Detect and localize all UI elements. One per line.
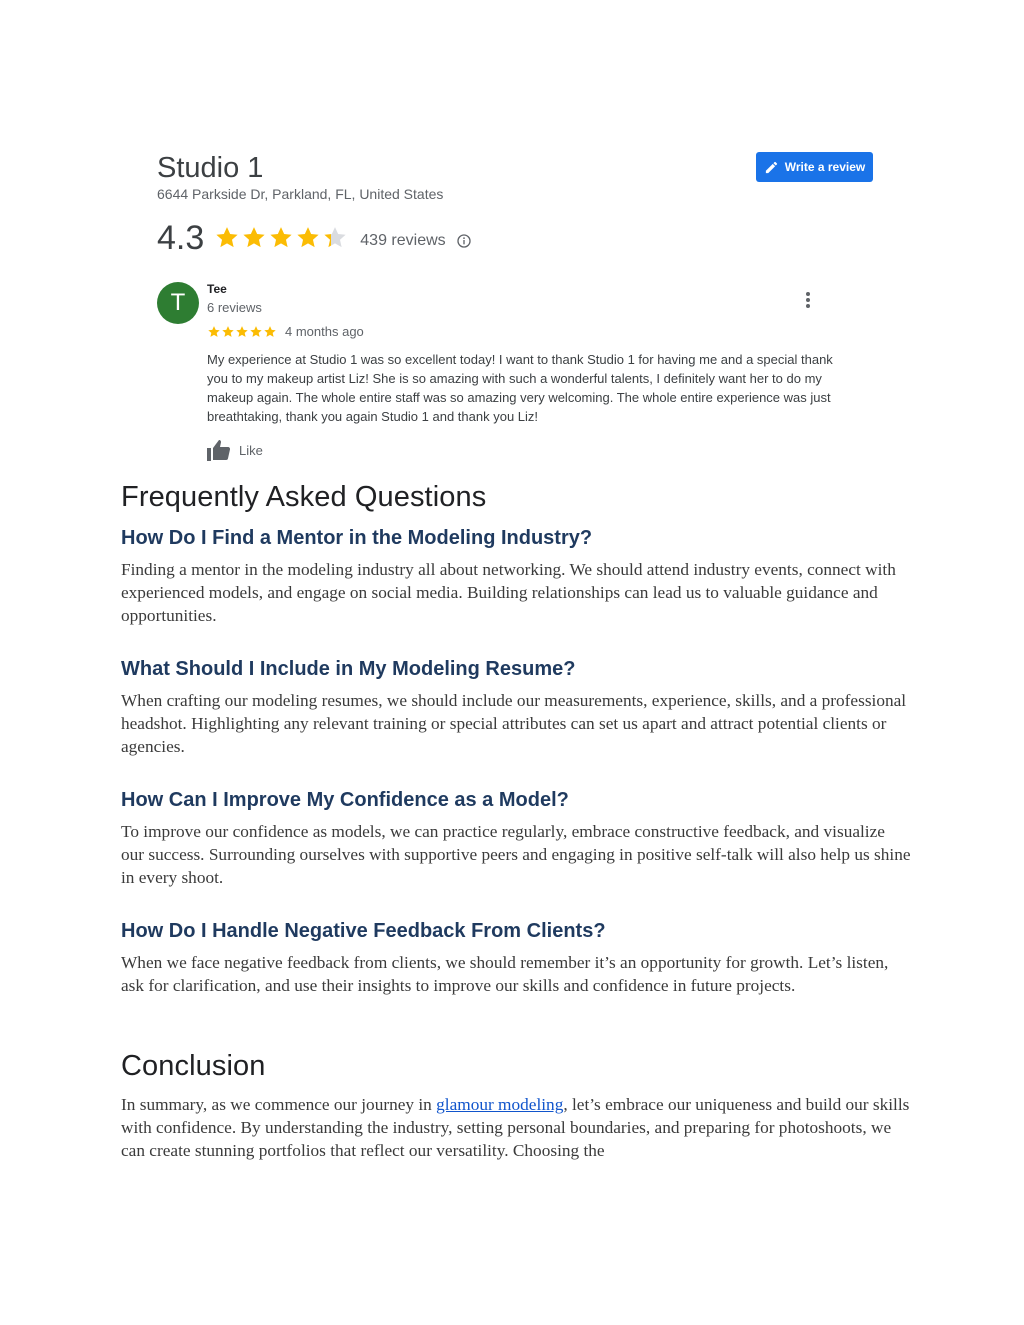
star-icon — [263, 325, 277, 339]
conclusion-text-end: , let’s embrace our uniqueness and build our skills with confidence. By understanding the industry, setting personal boundaries, and preparing for photoshoots, we can create stunning portfolios that reflect our versatility. Choosing the — [121, 1095, 910, 1160]
star-icon — [241, 225, 267, 251]
star-icon — [221, 325, 235, 339]
write-review-label: Write a review — [784, 160, 866, 174]
conclusion-section — [121, 1050, 911, 1162]
faq-item — [121, 527, 911, 627]
faq-question: How Do I Find a Mentor in the Modeling Industry? — [121, 527, 593, 549]
like-button[interactable] — [207, 439, 263, 461]
conclusion-text — [121, 1093, 911, 1162]
review-count-link[interactable]: 439 reviews — [360, 232, 446, 249]
star-icon — [322, 225, 348, 251]
faq-answer: Finding a mentor in the modeling industry all about networking. We should attend industry events, connect with experienced models, and engage on social media. Building relationships can lead us to valuable guidance and opportunities. — [121, 560, 896, 625]
more-options-icon[interactable] — [802, 290, 814, 310]
glamour-modeling-link[interactable]: glamour modeling — [436, 1095, 564, 1114]
faq-item — [121, 789, 911, 889]
write-review-button[interactable] — [756, 152, 873, 182]
star-icon — [249, 325, 263, 339]
info-icon[interactable] — [456, 233, 472, 249]
review-text: My experience at Studio 1 was so excellent today! I want to thank Studio 1 for having me and a special thank you to my makeup artist Liz! She is so amazing with such a wonderful talents, I definitely want her to do my makeup again. The whole entire staff was so amazing very welcoming. The whole entire experience was just breathtaking, thank you again Studio 1 and thank you Liz! — [207, 352, 833, 424]
thumbs-up-icon — [207, 439, 231, 461]
reviewer-review-count: 6 reviews — [207, 300, 262, 315]
rating-stars — [214, 225, 348, 251]
rating-summary — [157, 218, 472, 258]
star-icon — [295, 225, 321, 251]
review-stars — [207, 325, 277, 339]
pencil-icon — [764, 160, 779, 175]
star-icon — [207, 325, 221, 339]
rating-value: 4.3 — [157, 218, 205, 257]
faq-heading: Frequently Asked Questions — [121, 481, 487, 513]
reviewer-name[interactable]: Tee — [207, 282, 227, 296]
faq-item — [121, 658, 911, 758]
star-icon — [214, 225, 240, 251]
faq-question: How Can I Improve My Confidence as a Model? — [121, 789, 569, 811]
review-meta — [207, 324, 364, 339]
faq-answer: To improve our confidence as models, we can practice regularly, embrace constructive feedback, and visualize our success. Surrounding ourselves with supportive peers and engaging in positive self-talk will also help us shine in every shoot. — [121, 822, 911, 887]
reviewer-avatar[interactable]: T — [157, 282, 199, 324]
faq-item — [121, 920, 911, 997]
faq-answer: When crafting our modeling resumes, we should include our measurements, experience, skills, and a professional headshot. Highlighting any relevant training or special attributes can set us apart and attract potential clients or agencies. — [121, 691, 907, 756]
review-time: 4 months ago — [285, 324, 364, 339]
like-label: Like — [239, 442, 263, 458]
star-icon — [235, 325, 249, 339]
conclusion-text-start: In summary, as we commence our journey in — [121, 1095, 437, 1114]
business-address: 6644 Parkside Dr, Parkland, FL, United States — [157, 186, 444, 202]
faq-section — [121, 481, 911, 514]
star-icon — [268, 225, 294, 251]
faq-question: How Do I Handle Negative Feedback From Clients? — [121, 920, 606, 942]
review-widget — [150, 140, 890, 465]
faq-answer: When we face negative feedback from clients, we should remember it’s an opportunity for growth. Let’s listen, ask for clarification, and use their insights to improve our skills and confidence in future projects. — [121, 953, 889, 995]
faq-question: What Should I Include in My Modeling Resume? — [121, 658, 576, 680]
business-name: Studio 1 — [157, 152, 264, 184]
conclusion-heading: Conclusion — [121, 1050, 266, 1082]
